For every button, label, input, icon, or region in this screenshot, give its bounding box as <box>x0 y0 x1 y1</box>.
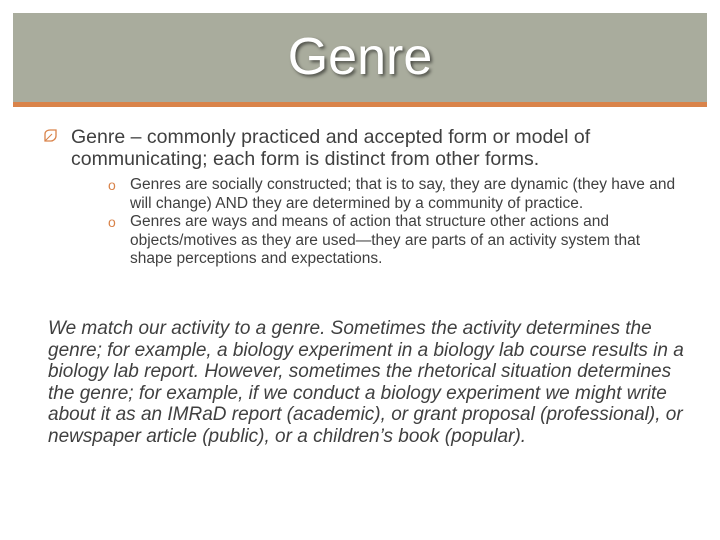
bullet-text: Genre – commonly practiced and accepted form or model of communicating; each form is distinct from other forms. <box>71 126 591 170</box>
body-paragraph: We match our activity to a genre. Sometimes the activity determines the genre; for example, a biology experiment in a biology lab course results in a biology lab report. However, sometimes the rhetorical situation determines the genre; for example, if we conduct a biology experiment we might write about it as an IMRaD report (academic), or grant proposal (professional), or newspaper article (public), or a children’s book (popular). <box>48 318 684 447</box>
slide-title: Genre <box>287 28 433 86</box>
circle-bullet-icon: o <box>108 214 116 231</box>
title-accent-rule <box>13 102 707 107</box>
sub-bullet-text: Genres are ways and means of action that structure other actions and objects/motives as they are used—they are parts of an activity system that shape perceptions and expectations. <box>130 213 641 268</box>
sub-bullet-item <box>71 176 676 213</box>
sub-bullet-text: Genres are socially constructed; that is to say, they are dynamic (they have and will change) AND they are determined by a community of practice. <box>130 176 676 212</box>
circle-bullet-icon: o <box>108 177 116 193</box>
bullet-item <box>44 126 676 269</box>
leaf-bullet-icon <box>44 129 57 142</box>
bullet-list <box>44 126 676 269</box>
sub-bullet-list <box>71 176 676 269</box>
sub-bullet-item <box>71 213 676 269</box>
